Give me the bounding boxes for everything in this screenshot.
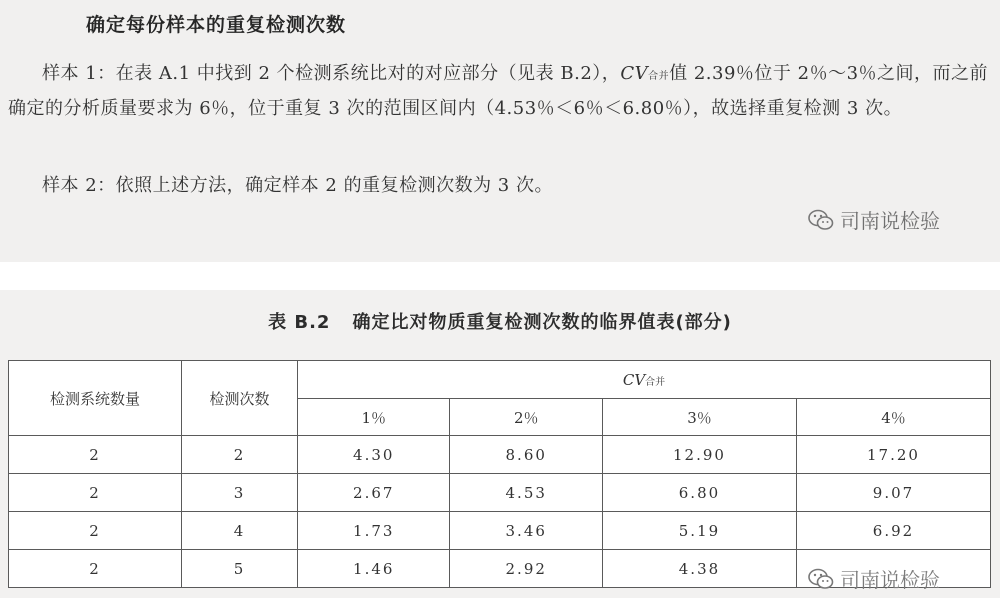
- paragraph-sample-2: 样本 2：依照上述方法，确定样本 2 的重复检测次数为 3 次。: [42, 175, 553, 196]
- watermark-label: 司南说检验: [840, 209, 940, 233]
- section-heading: 确定每份样本的重复检测次数: [86, 14, 347, 36]
- table-row: [9, 436, 991, 474]
- cell-repeats: 4: [182, 512, 298, 550]
- cell-systems: 2: [9, 436, 182, 474]
- cell-value: 6.80: [602, 474, 796, 512]
- cell-value: 4.38: [602, 550, 796, 588]
- cell-value: 1.46: [298, 550, 450, 588]
- cell-repeats: 3: [182, 474, 298, 512]
- cell-value: 3.46: [450, 512, 602, 550]
- table-header-row: [9, 361, 991, 399]
- cell-repeats: 5: [182, 550, 298, 588]
- header-cv-subscript: 合并: [645, 376, 666, 388]
- cell-value: 2.67: [298, 474, 450, 512]
- cell-value: 6.92: [796, 512, 990, 550]
- paragraph-sample-1: [8, 58, 998, 125]
- table-caption: 确定比对物质重复检测次数的临界值表(部分): [352, 312, 732, 333]
- header-cv-level: 3％: [602, 399, 796, 436]
- critical-value-table: [8, 360, 991, 588]
- header-cv-symbol: CV: [622, 370, 646, 389]
- wechat-icon: [808, 209, 834, 231]
- wechat-icon: [808, 568, 834, 590]
- cell-systems: 2: [9, 474, 182, 512]
- paragraph-1-suffix: 值 2.39％位于 2％～3％之间，而之前确定的分析质量要求为 6％，位于重复 3 次的范围区间内（4.53％＜6％＜6.80％），故选择重复检测 3 次。: [8, 63, 989, 119]
- cv-symbol: CV: [620, 63, 649, 84]
- cell-value: 9.07: [796, 474, 990, 512]
- cell-systems: 2: [9, 550, 182, 588]
- header-systems: 检测系统数量: [9, 361, 182, 436]
- cell-repeats: 2: [182, 436, 298, 474]
- table-title: [0, 308, 1000, 334]
- table-row: [9, 512, 991, 550]
- cell-value: 1.73: [298, 512, 450, 550]
- cv-subscript: 合并: [648, 71, 670, 82]
- cell-value: 2.92: [450, 550, 602, 588]
- table-number: 表 B.2: [268, 312, 331, 333]
- header-cv-level: 4％: [796, 399, 990, 436]
- paragraph-1-prefix: 样本 1：在表 A.1 中找到 2 个检测系统比对的对应部分（见表 B.2），: [42, 63, 621, 84]
- watermark-label: 司南说检验: [840, 568, 940, 592]
- table-row: [9, 474, 991, 512]
- cell-value: 4.53: [450, 474, 602, 512]
- header-cv-level: 1％: [298, 399, 450, 436]
- header-repeats: 检测次数: [182, 361, 298, 436]
- header-cv-level: 2％: [450, 399, 602, 436]
- header-cv: [298, 361, 991, 399]
- cell-value: 5.19: [602, 512, 796, 550]
- watermark-top: [808, 205, 940, 234]
- cell-value: 8.60: [450, 436, 602, 474]
- cell-value: 4.30: [298, 436, 450, 474]
- cell-value: 17.20: [796, 436, 990, 474]
- watermark-bottom: [808, 564, 940, 593]
- cell-value: 12.90: [602, 436, 796, 474]
- cell-systems: 2: [9, 512, 182, 550]
